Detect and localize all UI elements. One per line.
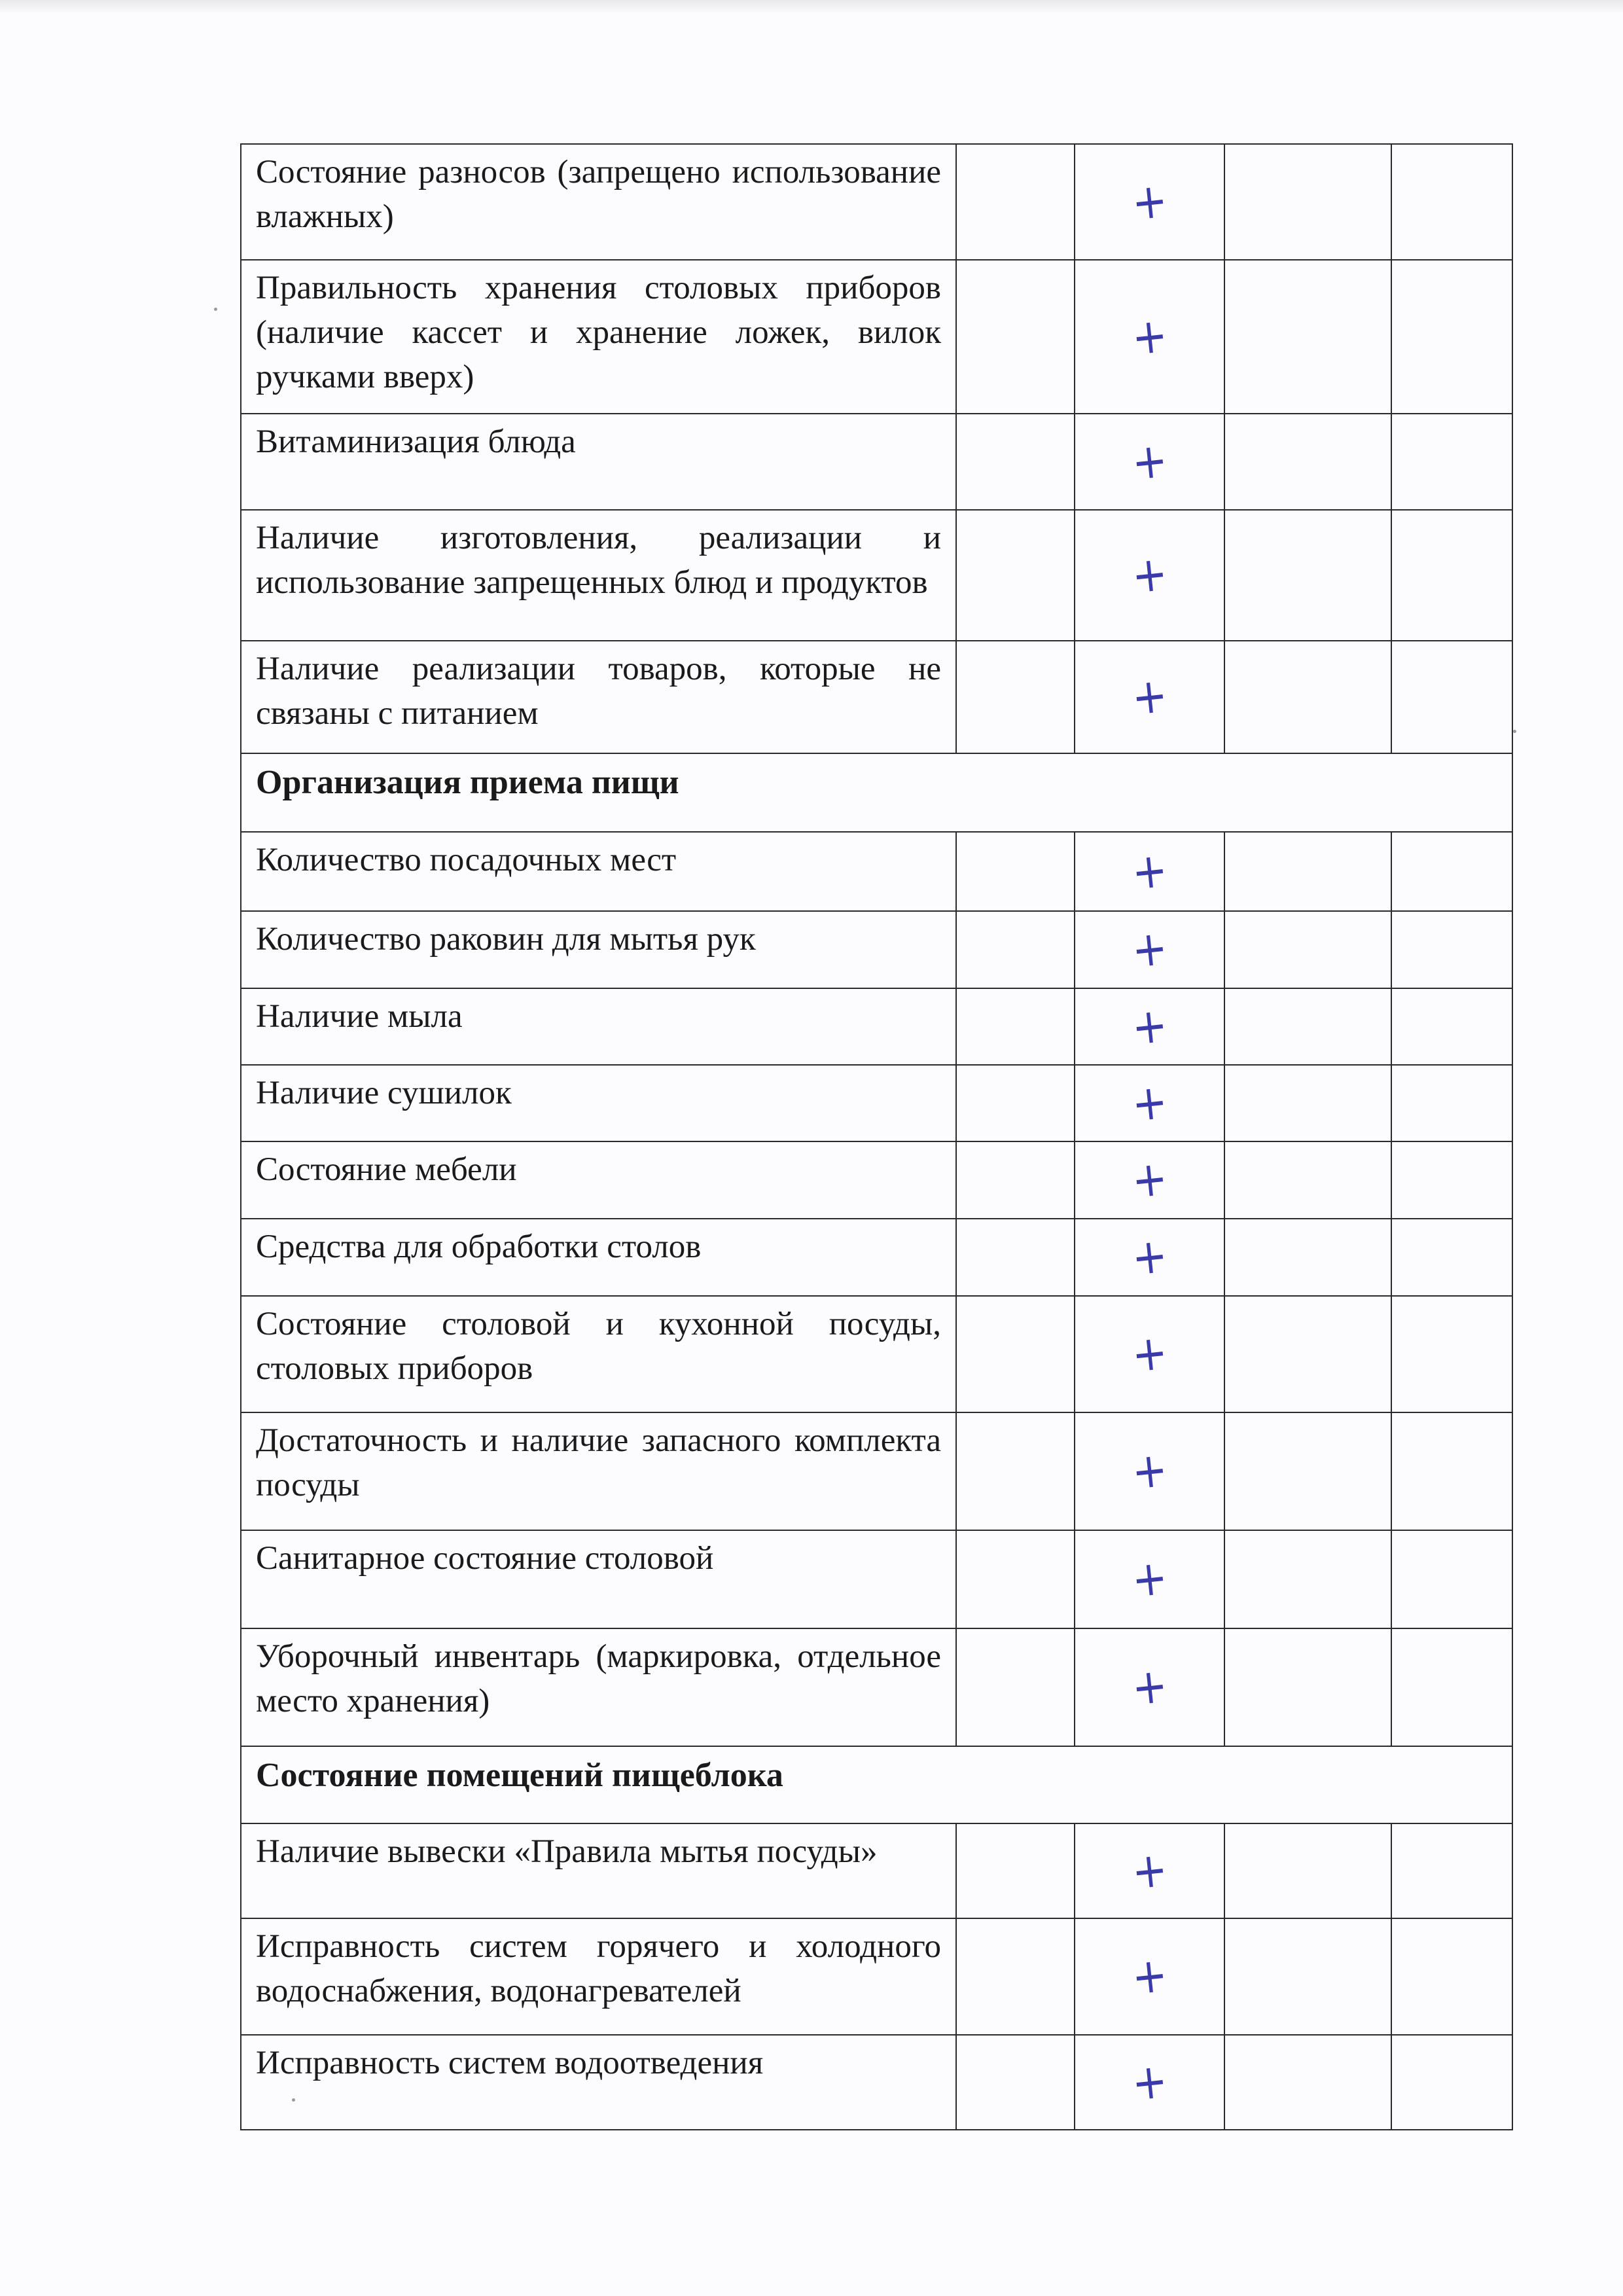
criterion-text: Состояние мебели: [241, 1141, 956, 1219]
mark-cell: [1075, 1219, 1224, 1296]
criterion-text: Средства для обработки столов: [241, 1219, 956, 1296]
col-3-cell: [1224, 1412, 1391, 1530]
col-4-cell: [1391, 510, 1512, 641]
col-3-cell: [1224, 1141, 1391, 1219]
table-row: [241, 1219, 1512, 1296]
col-3-cell: [1224, 260, 1391, 414]
check-mark: +: [1129, 1227, 1170, 1287]
mark-cell: [1075, 1296, 1224, 1412]
col-3-cell: [1224, 1296, 1391, 1412]
mark-cell: [1075, 144, 1224, 260]
col-4-cell: [1391, 911, 1512, 988]
check-mark: +: [1129, 172, 1170, 232]
table-row: [241, 1065, 1512, 1141]
col-3-cell: [1224, 2035, 1391, 2130]
check-mark: +: [1129, 1324, 1170, 1384]
col-4-cell: [1391, 260, 1512, 414]
col-3-cell: [1224, 510, 1391, 641]
mark-cell: [1075, 1823, 1224, 1918]
col-1-cell: [956, 1296, 1075, 1412]
section-heading: Организация приема пищи: [241, 753, 1512, 832]
mark-cell: [1075, 2035, 1224, 2130]
col-3-cell: [1224, 144, 1391, 260]
criterion-text: Наличие изготовления, реализации и использование запрещенных блюд и продуктов: [241, 510, 956, 641]
criterion-text: Количество раковин для мытья рук: [241, 911, 956, 988]
col-3-cell: [1224, 1219, 1391, 1296]
mark-cell: [1075, 414, 1224, 510]
col-1-cell: [956, 1918, 1075, 2035]
check-mark: +: [1129, 842, 1170, 901]
check-mark: +: [1129, 997, 1170, 1056]
col-3-cell: [1224, 1628, 1391, 1746]
mark-cell: [1075, 1412, 1224, 1530]
table-row: [241, 1823, 1512, 1918]
col-3-cell: [1224, 1530, 1391, 1628]
check-mark: +: [1129, 1150, 1170, 1210]
criterion-text: Наличие реализации товаров, которые не связаны с питанием: [241, 641, 956, 753]
col-3-cell: [1224, 988, 1391, 1065]
criterion-text: Уборочный инвентарь (маркировка, отдельное место хранения): [241, 1628, 956, 1746]
table-row: [241, 1141, 1512, 1219]
col-4-cell: [1391, 988, 1512, 1065]
section-heading: Состояние помещений пищеблока: [241, 1746, 1512, 1823]
col-1-cell: [956, 1219, 1075, 1296]
mark-cell: [1075, 641, 1224, 753]
check-mark: +: [1129, 1946, 1170, 2007]
check-mark: +: [1129, 1657, 1170, 1717]
mark-cell: [1075, 1628, 1224, 1746]
col-3-cell: [1224, 1918, 1391, 2035]
criterion-text: Состояние разносов (запрещено использование влажных): [241, 144, 956, 260]
col-4-cell: [1391, 2035, 1512, 2130]
criterion-text: Количество посадочных мест: [241, 832, 956, 911]
mark-cell: [1075, 832, 1224, 911]
scan-speck: [1513, 730, 1516, 733]
table-row: [241, 1412, 1512, 1530]
col-3-cell: [1224, 1065, 1391, 1141]
col-4-cell: [1391, 1823, 1512, 1918]
col-4-cell: [1391, 832, 1512, 911]
col-1-cell: [956, 1141, 1075, 1219]
table-row: [241, 1918, 1512, 2035]
col-4-cell: [1391, 1141, 1512, 1219]
criterion-text: Правильность хранения столовых приборов (наличие кассет и хранение ложек, вилок ручками вверх): [241, 260, 956, 414]
check-mark: +: [1129, 1549, 1170, 1609]
col-1-cell: [956, 988, 1075, 1065]
table-row: [241, 510, 1512, 641]
col-4-cell: [1391, 1530, 1512, 1628]
mark-cell: [1075, 1141, 1224, 1219]
col-1-cell: [956, 1412, 1075, 1530]
criterion-text: Наличие сушилок: [241, 1065, 956, 1141]
inspection-checklist-table: [240, 143, 1513, 2130]
col-1-cell: [956, 414, 1075, 510]
col-3-cell: [1224, 911, 1391, 988]
check-mark: +: [1129, 1073, 1170, 1133]
mark-cell: [1075, 1530, 1224, 1628]
section-row: [241, 753, 1512, 832]
col-1-cell: [956, 1628, 1075, 1746]
col-4-cell: [1391, 1065, 1512, 1141]
col-1-cell: [956, 1823, 1075, 1918]
col-4-cell: [1391, 641, 1512, 753]
criterion-text: Исправность систем горячего и холодного водоснабжения, водонагревателей: [241, 1918, 956, 2035]
table-row: [241, 1296, 1512, 1412]
col-1-cell: [956, 260, 1075, 414]
col-1-cell: [956, 2035, 1075, 2130]
mark-cell: [1075, 260, 1224, 414]
col-4-cell: [1391, 144, 1512, 260]
table-row: [241, 1628, 1512, 1746]
col-4-cell: [1391, 1412, 1512, 1530]
criterion-text: Санитарное состояние столовой: [241, 1530, 956, 1628]
col-4-cell: [1391, 1296, 1512, 1412]
scan-speck: [292, 2098, 295, 2102]
col-1-cell: [956, 1065, 1075, 1141]
col-4-cell: [1391, 1628, 1512, 1746]
criterion-text: Наличие вывески «Правила мытья посуды»: [241, 1823, 956, 1918]
table-row: [241, 144, 1512, 260]
col-3-cell: [1224, 832, 1391, 911]
col-3-cell: [1224, 1823, 1391, 1918]
col-4-cell: [1391, 1918, 1512, 2035]
col-1-cell: [956, 144, 1075, 260]
table-row: [241, 1530, 1512, 1628]
check-mark: +: [1129, 545, 1170, 605]
col-3-cell: [1224, 414, 1391, 510]
col-1-cell: [956, 641, 1075, 753]
criterion-text: Наличие мыла: [241, 988, 956, 1065]
check-mark: +: [1129, 1841, 1170, 1901]
col-1-cell: [956, 832, 1075, 911]
check-mark: +: [1129, 920, 1170, 980]
mark-cell: [1075, 1065, 1224, 1141]
criterion-text: Состояние столовой и кухонной посуды, столовых приборов: [241, 1296, 956, 1412]
table-row: [241, 832, 1512, 911]
table-row: [241, 911, 1512, 988]
col-4-cell: [1391, 1219, 1512, 1296]
col-4-cell: [1391, 414, 1512, 510]
mark-cell: [1075, 1918, 1224, 2035]
criterion-text: Витаминизация блюда: [241, 414, 956, 510]
mark-cell: [1075, 510, 1224, 641]
criterion-text: Исправность систем водоотведения: [241, 2035, 956, 2130]
col-1-cell: [956, 510, 1075, 641]
check-mark: +: [1129, 1441, 1170, 1501]
check-mark: +: [1129, 667, 1170, 727]
check-mark: +: [1129, 2053, 1170, 2112]
col-1-cell: [956, 911, 1075, 988]
criterion-text: Достаточность и наличие запасного комплекта посуды: [241, 1412, 956, 1530]
table-row: [241, 641, 1512, 753]
check-mark: +: [1129, 432, 1170, 492]
col-1-cell: [956, 1530, 1075, 1628]
scan-speck: [214, 308, 217, 311]
mark-cell: [1075, 911, 1224, 988]
section-row: [241, 1746, 1512, 1823]
table-row: [241, 988, 1512, 1065]
table-row: [241, 2035, 1512, 2130]
table-row: [241, 260, 1512, 414]
scan-top-edge: [0, 0, 1623, 14]
check-mark: +: [1129, 307, 1170, 367]
col-3-cell: [1224, 641, 1391, 753]
mark-cell: [1075, 988, 1224, 1065]
table-row: [241, 414, 1512, 510]
